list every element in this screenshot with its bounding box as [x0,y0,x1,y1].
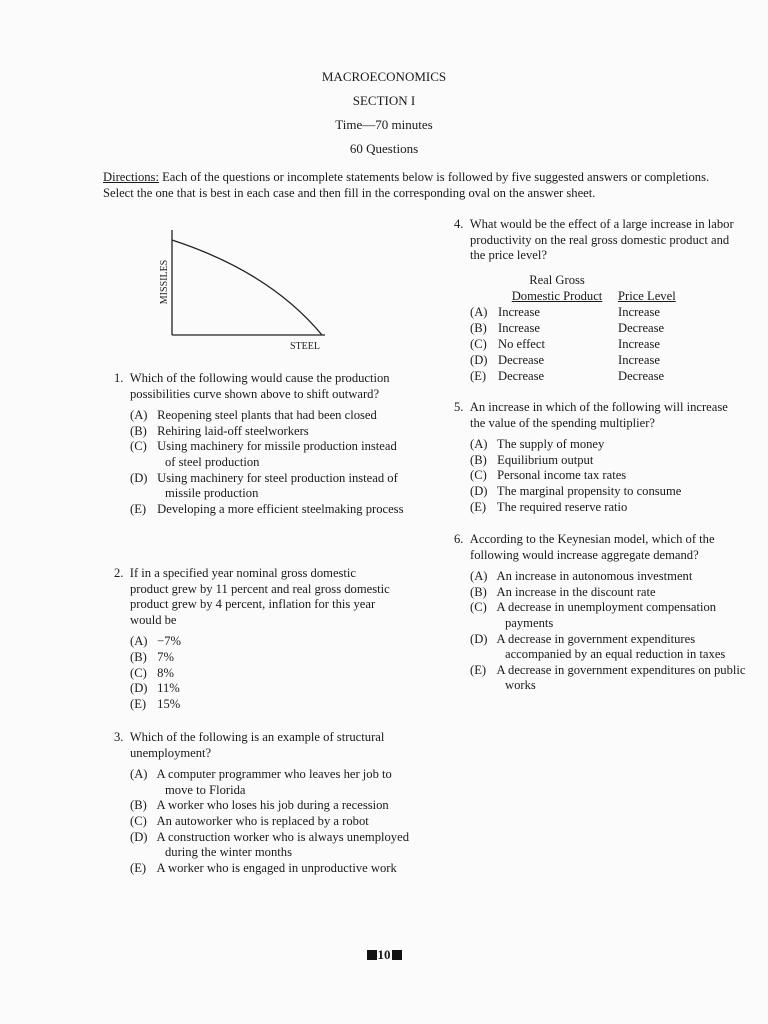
option-e[interactable]: (E) Developing a more efficient steelmaking process [130,501,404,516]
option-c[interactable]: (C) 8% [130,665,174,680]
question-stem: An increase in which of the following will increase the value of the spending multiplier? [469,400,728,430]
option-b[interactable]: (B) Rehiring laid-off steelworkers [130,423,309,438]
option-b[interactable]: (B) An increase in the discount rate [470,584,656,599]
option-b[interactable]: (B) A worker who loses his job during a recession [130,798,389,813]
option-d[interactable]: (D) A decrease in government expenditures accompanied by an equal reduction in taxes [470,631,726,662]
directions-text: Each of the questions or incomplete statements below is followed by five suggested answers or completions. Select the one that is best in each case and then fill in the corresponding oval on the answer sheet. [103,170,710,200]
option-e[interactable]: (E) A decrease in government expenditures on public works [470,662,746,693]
page-footer [0,947,768,963]
question-4 [454,217,744,384]
section-title: SECTION I [352,93,416,108]
time-limit: Time—70 minutes [335,117,433,132]
option-c[interactable]: (C) Using machinery for missile production instead of steel production [130,439,397,469]
directions [103,170,743,201]
option-a[interactable]: (A) Reopening steel plants that had been closed [130,408,377,423]
question-1 [114,371,406,517]
x-axis-label: STEEL [290,341,320,352]
question-number: 1. [114,371,124,385]
square-ornament-left [367,950,377,960]
option-e[interactable]: (E) A worker who is engaged in unproductive work [130,860,397,875]
option-b[interactable]: (B) Equilibrium output [470,452,594,467]
option-c[interactable]: (C) Personal income tax rates [470,468,627,483]
question-number: 4. [454,217,464,231]
option-a[interactable]: (A) A computer programmer who leaves her job to move to Florida [130,767,392,797]
question-number: 5. [454,400,464,414]
col-head-gdp-line1: Real Gross [529,272,585,287]
question-5 [454,400,746,515]
question-2 [114,566,394,712]
option-d[interactable]: (D) Using machinery for steel production instead of missile production [130,470,398,501]
question-number: 6. [454,532,464,546]
page-number: 10 [377,947,391,962]
col-head-gdp-line2: Domestic Product [511,288,603,303]
directions-label: Directions: [103,170,159,184]
option-b[interactable]: (B) 7% [130,649,174,664]
option-c[interactable]: (C) No effect Increase [470,336,660,351]
option-b[interactable]: (B) Increase Decrease [470,320,665,335]
option-a[interactable]: (A) −7% [130,634,182,649]
option-d[interactable]: (D) A construction worker who is always unemployed during the winter months [130,829,409,860]
answer-table [470,272,676,384]
option-c[interactable]: (C) An autoworker who is replaced by a robot [130,813,369,828]
option-d[interactable]: (D) 11% [130,681,180,696]
question-number: 3. [114,730,124,744]
production-possibilities-graph [150,220,340,360]
option-d[interactable]: (D) The marginal propensity to consume [470,483,682,498]
question-count: 60 Questions [349,141,419,156]
question-number: 2. [114,566,124,580]
option-d[interactable]: (D) Decrease Increase [470,352,660,367]
question-stem: If in a specified year nominal gross domestic product grew by 11 percent and real gross domestic product grew by 4 percent, inflation for this year would be [129,566,390,627]
option-a[interactable]: (A) An increase in autonomous investment [470,569,693,584]
question-3 [114,730,410,876]
square-ornament-right [392,950,402,960]
question-stem: What would be the effect of a large increase in labor productivity on the real gross domestic product and the price level? [469,217,734,263]
ppf-curve [172,240,322,335]
option-e[interactable]: (E) The required reserve ratio [470,499,628,514]
option-e[interactable]: (E) 15% [130,696,181,711]
option-a[interactable]: (A) Increase Increase [470,304,660,319]
option-e[interactable]: (E) Decrease Decrease [470,368,665,383]
option-c[interactable]: (C) A decrease in unemployment compensation payments [470,600,717,630]
exam-subject: MACROECONOMICS [321,69,447,84]
question-stem: Which of the following would cause the production possibilities curve shown above to shift outward? [129,371,390,401]
y-axis-label: MISSILES [159,259,170,305]
option-a[interactable]: (A) The supply of money [470,437,605,452]
question-stem: According to the Keynesian model, which of the following would increase aggregate demand? [469,532,715,562]
question-6 [454,532,746,694]
col-head-price: Price Level [618,288,676,303]
question-stem: Which of the following is an example of structural unemployment? [129,730,385,760]
